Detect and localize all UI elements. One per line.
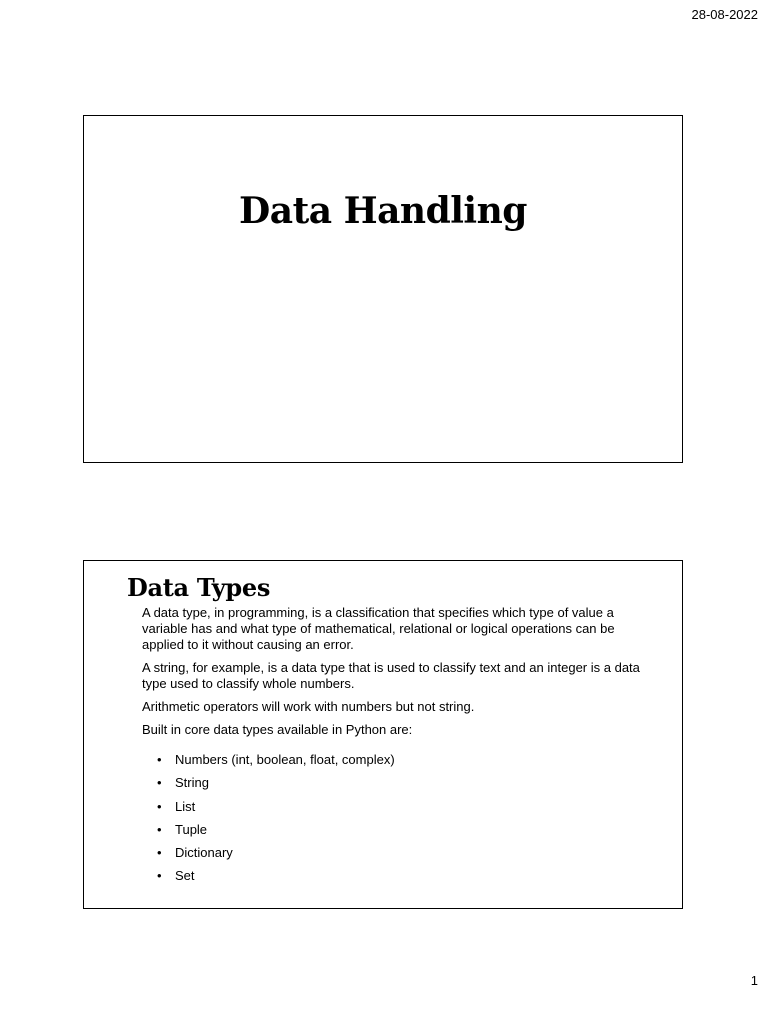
list-item-label: String (175, 775, 209, 791)
list-item (142, 752, 642, 775)
slide-data-handling (83, 115, 683, 463)
list-item (142, 845, 642, 868)
bullet-icon: • (157, 868, 162, 884)
page-number: 1 (750, 973, 758, 988)
slide-title: Data Handling (239, 190, 527, 232)
paragraph-intro-list: Built in core data types available in Python are: (142, 722, 413, 737)
bullet-icon: • (157, 821, 162, 837)
slide-body (142, 605, 642, 892)
list-item-label: List (175, 798, 196, 814)
data-types-list (142, 752, 642, 892)
bullet-icon: • (157, 752, 162, 767)
bullet-icon: • (157, 775, 162, 791)
list-item (142, 775, 642, 798)
bullet-icon: • (157, 845, 162, 861)
list-item-label: Numbers (int, boolean, float, complex) (175, 752, 395, 767)
paragraph-operators: Arithmetic operators will work with numbers but not string. (142, 699, 475, 714)
list-item-label: Set (175, 868, 195, 884)
slide-data-types (83, 560, 683, 909)
list-item (142, 822, 642, 845)
page-date: 28-08-2022 (691, 7, 758, 22)
bullet-icon: • (157, 798, 162, 814)
paragraph-example: A string, for example, is a data type that is used to classify text and an integer is a data type used to classify whole numbers. (142, 660, 640, 691)
list-item-label: Dictionary (175, 845, 233, 861)
list-item-label: Tuple (175, 821, 208, 837)
list-item (142, 868, 642, 891)
slide-title: Data Types (127, 573, 271, 602)
paragraph-definition: A data type, in programming, is a classification that specifies which type of value a variable has and what type of mathematical, relational or logical operations can be applied to it without causing an error. (142, 605, 615, 652)
list-item (142, 799, 642, 822)
